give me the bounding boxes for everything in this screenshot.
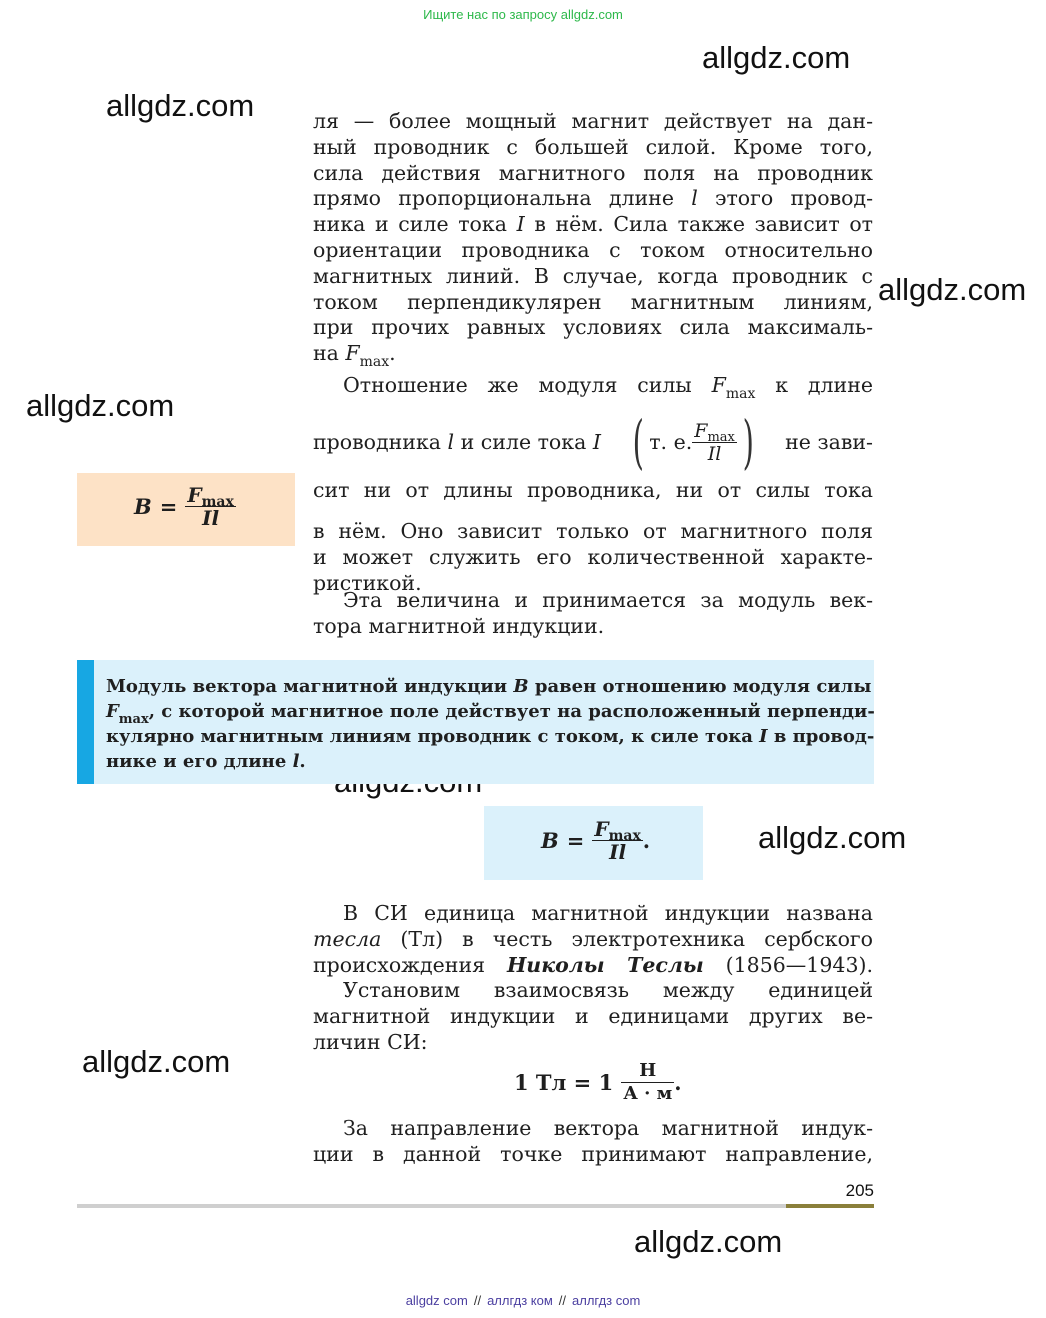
text-line: ника и силе тока I в нём. Сила также зависит от <box>313 212 874 237</box>
watermark: allgdz.com <box>82 1044 231 1079</box>
footer-link[interactable]: аллгдз ком <box>487 1293 553 1308</box>
paragraph-units <box>313 978 873 1055</box>
text-line: ции в данной точке принимают направление, <box>313 1141 873 1166</box>
text-line: кулярно магнитным линиям проводник с током, к силе тока I в провод- <box>106 726 875 747</box>
watermark: allgdz.com <box>106 88 255 123</box>
text-line: ориентации проводника с током относительно <box>313 237 873 262</box>
paragraph-direction <box>313 1116 873 1168</box>
main-formula: B = $\frac{F_{max}}{Il}$ . <box>541 817 651 864</box>
text-line: магнитных линий. В случае, когда проводник с <box>313 263 873 288</box>
top-search-link[interactable]: Ищите нас по запросу allgdz.com <box>423 7 623 22</box>
right-paren: ) <box>742 408 754 476</box>
text-line: Эта величина и принимается за модуль век- <box>343 588 873 612</box>
text-line: ля — более мощный магнит действует на дан- <box>313 109 873 133</box>
text-line: В СИ единица магнитной индукции названа <box>343 901 873 925</box>
watermark: allgdz.com <box>634 1224 783 1259</box>
text-line: ный проводник с большей силой. Кроме того, <box>313 134 873 159</box>
watermark: allgdz.com <box>758 820 907 855</box>
definition-accent-bar <box>77 660 94 784</box>
text-line: происхождения Николы Теслы (1856—1943). <box>313 952 873 977</box>
text-line: сила действия магнитного поля на проводник <box>313 160 873 185</box>
text-line: Установим взаимосвязь между единицей <box>343 978 873 1002</box>
text-line: личин СИ: <box>313 1029 428 1054</box>
footer-link[interactable]: аллгдз com <box>572 1293 641 1308</box>
text-line: на $F_{max}$. <box>313 341 396 371</box>
unit-formula: 1 Тл = 1 $\frac{Н}{А \cdot м}$ . <box>514 1060 682 1104</box>
fraction-fmax-il: $\frac{F_{max}}{Il}$ <box>694 419 735 465</box>
footer-rule-accent <box>786 1204 874 1208</box>
paragraph-force-dependence <box>313 109 874 371</box>
footer-separator: // <box>473 1293 482 1308</box>
text-line: нике и его длине l. <box>106 751 306 772</box>
watermark: allgdz.com <box>878 272 1027 307</box>
text-line: $F_{max}$, с которой магнитное поле действует на расположенный перпенди- <box>106 701 875 727</box>
definition-text <box>106 674 875 774</box>
text-line: тора магнитной индукции. <box>313 613 605 638</box>
page-number: 205 <box>845 1181 874 1200</box>
paragraph-tesla <box>313 901 873 978</box>
watermark: allgdz.com <box>26 388 175 423</box>
footer-links <box>0 1293 1046 1308</box>
text-line-with-fraction: проводника l и силе тока I ( т. е. $\frac{F_{max}}{Il}$ ) не зави- <box>313 408 873 476</box>
text-line: ристикой. <box>313 570 422 595</box>
footer-link[interactable]: allgdz com <box>405 1293 468 1308</box>
text-line: током перпендикулярен магнитным линиям, <box>313 289 873 314</box>
text-line: и может служить его количественной характе- <box>313 544 873 569</box>
left-paren: ( <box>632 408 644 476</box>
text-line: За направление вектора магнитной индук- <box>343 1116 873 1140</box>
footer-separator: // <box>558 1293 567 1308</box>
side-formula: B = $\frac{F_{max}}{Il}$ <box>134 483 234 530</box>
watermark: allgdz.com <box>702 40 851 75</box>
text-line: магнитной индукции и единицами других ве- <box>313 1003 873 1028</box>
text-line: тесла (Тл) в честь электротехника сербского <box>313 926 873 951</box>
text-line: Отношение же модуля силы $F_{max}$ к длине <box>343 373 873 402</box>
text-line: Модуль вектора магнитной индукции B равен отношению модуля силы <box>106 676 872 697</box>
footer-rule <box>77 1204 786 1208</box>
text-line: при прочих равных условиях сила максималь- <box>313 315 873 340</box>
text-line: прямо пропорциональна длине l этого провод- <box>313 186 874 211</box>
text-line: в нём. Оно зависит только от магнитного поля <box>313 519 873 543</box>
paragraph-ratio <box>313 373 873 596</box>
paragraph-magnitude <box>313 588 873 640</box>
text-line: сит ни от длины проводника, ни от силы тока <box>313 478 873 502</box>
